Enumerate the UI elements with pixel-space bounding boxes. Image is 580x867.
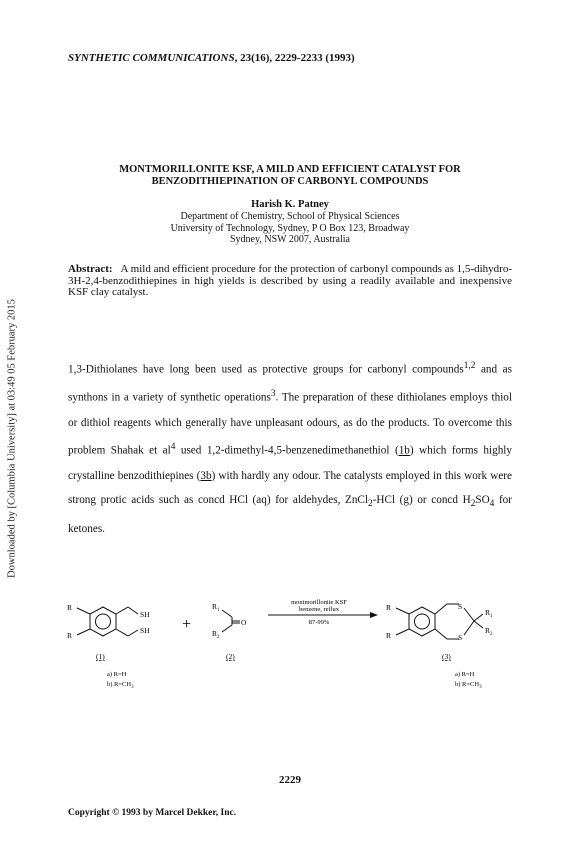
paper-title-line-2: BENZODITHIEPINATION OF CARBONYL COMPOUNDS	[151, 176, 429, 187]
bond	[435, 629, 447, 639]
substituent-note-a: a) R=H	[107, 671, 127, 678]
benzene-ring-3	[409, 607, 435, 636]
substituent-label: $R_1$	[212, 602, 220, 613]
affiliation	[40, 211, 540, 246]
substituent-label: $R_2$	[485, 626, 493, 637]
compound-label-3: (3)	[442, 652, 451, 661]
bond	[116, 607, 128, 614]
thiol-label: SH	[140, 626, 150, 635]
substituent-note-a: a) R=H	[455, 671, 475, 678]
bond	[474, 621, 483, 628]
bond	[222, 610, 232, 617]
compound-label-1: (1)	[96, 652, 105, 661]
bond	[116, 629, 128, 636]
compound-ref: 1b	[398, 444, 410, 457]
substituent-label: R	[67, 603, 73, 612]
author-name: Harish K. Patney	[251, 199, 329, 210]
affiliation-line-1: Department of Chemistry, School of Physical Sciences	[180, 211, 400, 222]
download-watermark: Downloaded by [Columbia University] at 03:49 05 February 2015	[6, 299, 18, 578]
reaction-scheme	[0, 590, 580, 700]
reaction-yield: 87-99%	[308, 619, 330, 626]
bond	[474, 614, 483, 621]
arrow-head	[370, 612, 378, 618]
journal-citation	[68, 52, 355, 64]
abstract	[68, 264, 512, 299]
thiol-label: SH	[140, 610, 150, 619]
affiliation-line-2: University of Technology, Sydney, P O Box 123, Broadway	[170, 222, 410, 234]
body-paragraph: 1,3-Dithiolanes have long been used as protective groups for carbonyl compounds$^{1,2}$ and as synthons in a variety of synthetic operations$^3$. The preparation of these dithiolanes employs thiol or dithiol reagents which generally have unpleasant odours, as do the products. To overcome this problem Shahak et $al^4$ used 1,2-dimethyl-4,5-benzenedimethanethiol (1b) which forms highly crystalline benzodithiepines (3b) with hardly any odour. The catalysts employed in this work were strong protic acids such as concd HCl (aq) for aldehydes, ZnCl$_2$-HCl (g) or concd $H_2SO_4$ for ketones.	[68, 361, 513, 535]
oxygen-label: O	[241, 618, 247, 627]
reagent-catalyst: montmorillonite KSF	[291, 599, 347, 606]
bond	[464, 621, 474, 635]
substituent-label: R	[67, 631, 73, 640]
aromatic-circle-3	[415, 614, 430, 629]
bond	[464, 608, 474, 621]
bond	[396, 608, 409, 614]
compound-ref: 3b	[200, 469, 212, 482]
substituent-label: R	[386, 603, 392, 612]
paper-title-line-1: MONTMORILLONITE KSF, A MILD AND EFFICIENT CATALYST FOR	[119, 164, 461, 175]
substituent-note-b: b) $R=CH_3$	[107, 681, 134, 690]
citation-ref: 4	[170, 442, 176, 453]
bond	[77, 608, 90, 614]
bond	[77, 629, 90, 635]
bond	[435, 604, 447, 614]
bond	[222, 625, 232, 632]
substituent-note-b: b) $R=CH_3$	[455, 681, 482, 690]
reagent-conditions: benzene, reflux	[298, 606, 340, 613]
substituent-label: R	[386, 631, 392, 640]
citation-ref: 3	[270, 389, 276, 400]
bond	[396, 629, 409, 635]
affiliation-line-3: Sydney, NSW 2007, Australia	[230, 234, 350, 245]
bond	[128, 630, 138, 636]
abstract-label: Abstract:	[68, 263, 113, 275]
sulfur-label: S	[458, 633, 463, 642]
bond	[128, 607, 138, 614]
copyright-line: Copyright © 1993 by Marcel Dekker, Inc.	[68, 808, 237, 818]
substituent-label: $R_1$	[485, 608, 493, 619]
plus-sign: +	[182, 616, 192, 633]
journal-name: SYNTHETIC COMMUNICATIONS	[68, 52, 235, 64]
substituent-label: $R_2$	[212, 629, 220, 640]
benzene-ring-1	[90, 607, 116, 636]
citation-ref: 1,2	[463, 361, 476, 371]
abstract-text: A mild and efficient procedure for the protection of carbonyl compounds as 1,5-dihydro-3H-2,4-benzodithiepines in high yields is described by using a readily available and inexpensive KSF clay catalyst.	[68, 263, 512, 298]
page-number: 2229	[279, 774, 301, 786]
sulfur-label: S	[458, 602, 463, 611]
aromatic-circle-1	[96, 614, 111, 629]
compound-label-2: (2)	[226, 652, 235, 661]
journal-volume-pages: , 23(16), 2229-2233 (1993)	[234, 52, 355, 64]
